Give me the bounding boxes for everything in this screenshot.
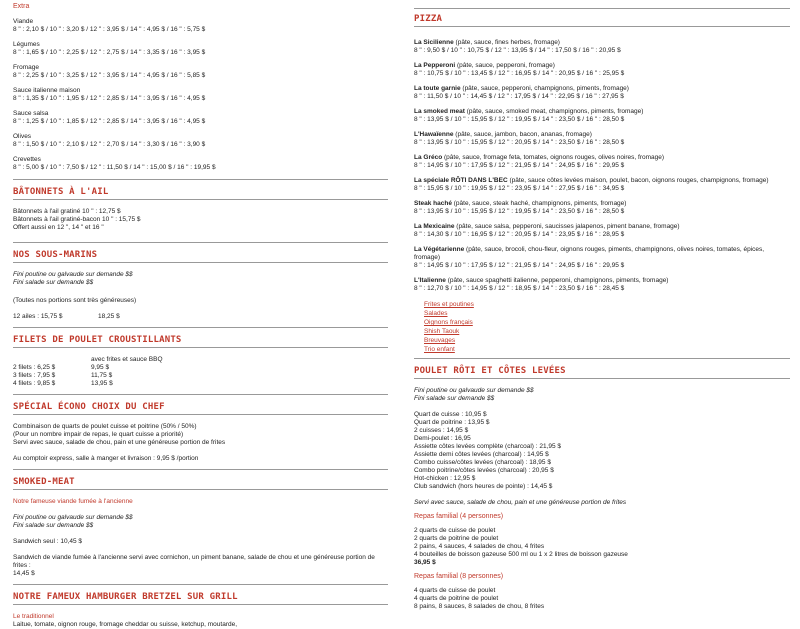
sousmarins-table bbox=[13, 313, 120, 321]
divider bbox=[13, 584, 388, 585]
divider bbox=[13, 327, 388, 328]
smoked-note-2: Fini salade sur demande $$ bbox=[13, 522, 94, 529]
item-prices: 8 " : 2,25 $ / 10 " : 3,25 $ / 12 " : 3,95 $ / 14 " : 4,95 $ / 16 " : 5,85 $ bbox=[13, 72, 206, 79]
poulet-served: Servi avec sauce, salade de chou, pain et une généreuse portion de frites bbox=[414, 499, 627, 506]
batonnets-line-3: Offert aussi en 12 ", 14 " et 16 " bbox=[13, 224, 104, 231]
item-name: Viande bbox=[13, 18, 34, 25]
smoked-title: SMOKED-MEAT bbox=[13, 477, 75, 487]
pizza-name: L'Hawaïenne bbox=[414, 131, 454, 138]
list-item: 2 quarts de poitrine de poulet bbox=[414, 535, 499, 542]
item-name: Sauce salsa bbox=[13, 110, 49, 117]
list-item: Quart de poitrine : 13,95 $ bbox=[414, 419, 490, 426]
list-item: 4 bouteilles de boisson gazeuse 500 ml ou 1 x 2 litres de boisson gazeuse bbox=[414, 551, 628, 558]
list-item bbox=[13, 110, 388, 126]
pizza-line bbox=[414, 131, 790, 139]
list-item: 36,95 $ bbox=[414, 559, 436, 566]
table-cell: 2 filets : 6,25 $ bbox=[13, 364, 56, 371]
list-item: Assiette demi côtes levées (charcoal) : 14,95 $ bbox=[414, 451, 549, 458]
pizza-name: La spéciale RÔTI DANS L'BEC bbox=[414, 177, 508, 184]
pizza-name: La toute garnie bbox=[414, 85, 461, 92]
hamburger-subtitle: Le traditionnel bbox=[13, 613, 54, 620]
pizza-line bbox=[414, 108, 790, 116]
divider bbox=[13, 604, 388, 605]
filets-header: avec frites et sauce BBQ bbox=[91, 356, 163, 363]
pizza-name: L'Italienne bbox=[414, 277, 446, 284]
filets-title: FILETS DE POULET CROUSTILLANTS bbox=[13, 335, 182, 345]
extra-list bbox=[13, 18, 388, 172]
list-item bbox=[414, 62, 790, 78]
list-item: 2 quarts de cuisse de poulet bbox=[414, 527, 496, 534]
list-item bbox=[13, 133, 388, 149]
table-row bbox=[13, 380, 163, 388]
pizza-name: Steak haché bbox=[414, 200, 452, 207]
list-item bbox=[414, 177, 790, 193]
pizza-line bbox=[414, 246, 790, 262]
divider bbox=[13, 414, 388, 415]
divider bbox=[414, 378, 790, 379]
pizza-desc: (pâte, sauce salsa, pepperoni, saucisses jalapenos, piment banane, fromage) bbox=[454, 223, 680, 230]
table-row bbox=[13, 313, 120, 321]
category-link[interactable]: Shish Taouk bbox=[424, 328, 460, 335]
table-row bbox=[13, 364, 163, 372]
familial8-list bbox=[414, 587, 790, 611]
sousmarins-note-3: (Toutes nos portions sont très généreuses) bbox=[13, 297, 137, 304]
list-item: Demi-poulet : 16,95 bbox=[414, 435, 471, 442]
filets-table bbox=[13, 356, 163, 388]
hamburger-title: NOTRE FAMEUX HAMBURGER BRETZEL SUR GRILL bbox=[13, 592, 238, 602]
econo-title: SPÉCIAL ÉCONO CHOIX DU CHEF bbox=[13, 402, 165, 412]
pizza-prices: 8 " : 10,75 $ / 10 " : 13,45 $ / 12 " : 16,95 $ / 14 " : 20,95 $ / 16 " : 25,95 $ bbox=[414, 70, 625, 77]
table-cell: 13,95 $ bbox=[91, 380, 113, 387]
pizza-desc: (pâte, sauce, smoked meat, champignons, piments, fromage) bbox=[464, 108, 644, 115]
pizza-prices: 8 " : 13,95 $ / 10 " : 15,95 $ / 12 " : 19,95 $ / 14 " : 23,50 $ / 16 " : 28,50 $ bbox=[414, 208, 625, 215]
pizza-line bbox=[414, 154, 790, 162]
right-column bbox=[414, 0, 790, 611]
list-item bbox=[13, 41, 388, 57]
pizza-line bbox=[414, 62, 790, 70]
divider bbox=[13, 262, 388, 263]
pizza-prices: 8 " : 15,95 $ / 10 " : 19,95 $ / 12 " : 23,95 $ / 14 " : 27,95 $ / 16 " : 34,95 $ bbox=[414, 185, 625, 192]
item-name: Crevettes bbox=[13, 156, 41, 163]
divider bbox=[13, 394, 388, 395]
list-item: 8 pains, 8 sauces, 8 salades de chou, 8 frites bbox=[414, 603, 545, 610]
list-item: Combo cuisse/côtes levées (charcoal) : 18,95 $ bbox=[414, 459, 551, 466]
item-prices: 8 " : 1,25 $ / 10 " : 1,85 $ / 12 " : 2,85 $ / 14 " : 3,95 $ / 16 " : 4,95 $ bbox=[13, 118, 206, 125]
batonnets-line-2: Bâtonnets à l'ail gratiné-bacon 10 " : 15,75 $ bbox=[13, 216, 141, 223]
pizza-prices: 8 " : 12,70 $ / 10 " : 14,95 $ / 12 " : 18,95 $ / 14 " : 23,50 $ / 16 " : 28,45 $ bbox=[414, 285, 625, 292]
familial8-title: Repas familial (8 personnes) bbox=[414, 573, 504, 580]
item-name: Sauce italienne maison bbox=[13, 87, 81, 94]
pizza-line bbox=[414, 177, 790, 185]
pizza-prices: 8 " : 14,95 $ / 10 " : 17,95 $ / 12 " : 21,95 $ / 14 " : 24,95 $ / 16 " : 29,95 $ bbox=[414, 162, 625, 169]
sousmarins-note-2: Fini salade sur demande $$ bbox=[13, 279, 94, 286]
econo-line-2: (Pour un nombre impair de repas, le quart cuisse a priorité) bbox=[13, 431, 184, 438]
batonnets-title: BÂTONNETS À L'AIL bbox=[13, 187, 109, 197]
list-item: Hot-chicken : 12,95 $ bbox=[414, 475, 476, 482]
table-row bbox=[13, 372, 163, 380]
item-prices: 8 " : 5,00 $ / 10 " : 7,50 $ / 12 " : 11,50 $ / 14 " : 15,00 $ / 16 " : 19,95 $ bbox=[13, 164, 216, 171]
category-link[interactable]: Salades bbox=[424, 310, 448, 317]
table-cell: 3 filets : 7,95 $ bbox=[13, 372, 56, 379]
pizza-line bbox=[414, 85, 790, 93]
pizza-line bbox=[414, 223, 790, 231]
pizza-prices: 8 " : 13,95 $ / 10 " : 15,95 $ / 12 " : 20,95 $ / 14 " : 23,50 $ / 16 " : 28,50 $ bbox=[414, 139, 625, 146]
table-cell: 18,25 $ bbox=[98, 313, 120, 320]
category-link[interactable]: Trio enfant bbox=[424, 346, 455, 353]
pizza-prices: 8 " : 9,50 $ / 10 " : 10,75 $ / 12 " : 13,95 $ / 14 " : 17,50 $ / 16 " : 20,95 $ bbox=[414, 47, 621, 54]
pizza-name: La Sicilienne bbox=[414, 39, 454, 46]
list-item: 2 cuisses : 14,95 $ bbox=[414, 427, 469, 434]
divider bbox=[13, 242, 388, 243]
pizza-desc: (pâte, sauce, fromage feta, tomates, oignons rouges, olives noires, fromage) bbox=[442, 154, 665, 161]
list-item bbox=[414, 223, 790, 239]
list-item bbox=[414, 277, 790, 293]
pizza-list bbox=[414, 39, 790, 293]
pizza-desc: (pâte, sauce, pepperoni, champignons, piments, fromage) bbox=[460, 85, 629, 92]
econo-line-3: Servi avec sauce, salade de chou, pain et une généreuse portion de frites bbox=[13, 439, 226, 446]
item-name: Olives bbox=[13, 133, 32, 140]
pizza-title: PIZZA bbox=[414, 14, 443, 24]
category-link[interactable]: Breuvages bbox=[424, 337, 456, 344]
smoked-price: 14,45 $ bbox=[13, 570, 35, 577]
pizza-name: La Végétarienne bbox=[414, 246, 465, 253]
category-link[interactable]: Frites et poutines bbox=[424, 301, 474, 308]
pizza-desc: (pâte, sauce, jambon, bacon, ananas, fromage) bbox=[453, 131, 592, 138]
smoked-sandwich: Sandwich seul : 10,45 $ bbox=[13, 538, 83, 545]
list-item bbox=[414, 154, 790, 170]
poulet-title: POULET RÔTI ET CÔTES LEVÉES bbox=[414, 366, 566, 376]
table-cell: 4 filets : 9,85 $ bbox=[13, 380, 56, 387]
divider bbox=[414, 358, 790, 359]
list-item bbox=[13, 156, 388, 172]
extra-title: Extra bbox=[13, 3, 30, 10]
table-cell: 12 ailes : 15,75 $ bbox=[13, 313, 63, 320]
divider bbox=[414, 8, 790, 9]
pizza-desc: (pâte, sauce, brocoli, chou-fleur, oignons rouges, piments, champignons, olives noires, tomates, épices, fromage) bbox=[414, 246, 765, 261]
table-cell: 9,95 $ bbox=[91, 364, 110, 371]
item-name: Fromage bbox=[13, 64, 40, 71]
pizza-line bbox=[414, 277, 790, 285]
pizza-desc: (pâte, sauce, fines herbes, fromage) bbox=[453, 39, 560, 46]
pizza-name: La Pepperoni bbox=[414, 62, 456, 69]
pizza-line bbox=[414, 200, 790, 208]
smoked-note-1: Fini poutine ou galvaude sur demande $$ bbox=[13, 514, 133, 521]
pizza-prices: 8 " : 13,95 $ / 10 " : 15,95 $ / 12 " : 19,95 $ / 14 " : 23,50 $ / 16 " : 28,50 $ bbox=[414, 116, 625, 123]
divider bbox=[414, 26, 790, 27]
familial4-title: Repas familial (4 personnes) bbox=[414, 513, 504, 520]
pizza-desc: (pâte, sauce, pepperoni, fromage) bbox=[455, 62, 555, 69]
list-item bbox=[414, 108, 790, 124]
list-item: Assiette côtes levées complète (charcoal) : 21,95 $ bbox=[414, 443, 562, 450]
smoked-description: Sandwich de viande fumée à l'ancienne servi avec cornichon, un piment banane, salade de chou et une généreuse portion de frites : bbox=[13, 554, 375, 569]
list-item bbox=[13, 18, 388, 34]
pizza-line bbox=[414, 39, 790, 47]
econo-line-1: Combinaison de quarts de poulet cuisse et poitrine (50% / 50%) bbox=[13, 423, 197, 430]
batonnets-line-1: Bâtonnets à l'ail gratiné 10 " : 12,75 $ bbox=[13, 208, 121, 215]
divider bbox=[13, 199, 388, 200]
divider bbox=[13, 347, 388, 348]
poulet-note-1: Fini poutine ou galvaude sur demande $$ bbox=[414, 387, 534, 394]
divider bbox=[13, 469, 388, 470]
pizza-name: La smoked meat bbox=[414, 108, 465, 115]
pizza-prices: 8 " : 14,95 $ / 10 " : 17,95 $ / 12 " : 21,95 $ / 14 " : 24,95 $ / 16 " : 29,95 $ bbox=[414, 262, 625, 269]
list-item: Club sandwich (hors heures de pointe) : 14,45 $ bbox=[414, 483, 553, 490]
pizza-prices: 8 " : 11,50 $ / 10 " : 14,45 $ / 12 " : 17,95 $ / 14 " : 22,95 $ / 16 " : 27,95 $ bbox=[414, 93, 624, 100]
divider bbox=[13, 489, 388, 490]
familial4-list bbox=[414, 527, 790, 567]
list-item bbox=[13, 64, 388, 80]
hamburger-line-1: Laitue, tomate, oignon rouge, fromage cheddar ou suisse, ketchup, moutarde, bbox=[13, 621, 238, 628]
list-item: Quart de cuisse : 10,95 $ bbox=[414, 411, 487, 418]
left-column bbox=[13, 0, 388, 629]
item-prices: 8 " : 1,65 $ / 10 " : 2,25 $ / 12 " : 2,75 $ / 14 " : 3,35 $ / 16 " : 3,95 $ bbox=[13, 49, 206, 56]
poulet-note-2: Fini salade sur demande $$ bbox=[414, 395, 495, 402]
list-item bbox=[414, 85, 790, 101]
list-item bbox=[414, 131, 790, 147]
sousmarins-note-1: Fini poutine ou galvaude sur demande $$ bbox=[13, 271, 133, 278]
pizza-name: La Gréco bbox=[414, 154, 443, 161]
table-row bbox=[13, 356, 163, 364]
category-link[interactable]: Oignons français bbox=[424, 319, 473, 326]
list-item: 2 pains, 4 sauces, 4 salades de chou, 4 frites bbox=[414, 543, 545, 550]
item-prices: 8 " : 2,10 $ / 10 " : 3,20 $ / 12 " : 3,95 $ / 14 " : 4,95 $ / 16 " : 5,75 $ bbox=[13, 26, 206, 33]
poulet-list bbox=[414, 411, 790, 491]
item-name: Légumes bbox=[13, 41, 40, 48]
sousmarins-title: NOS SOUS-MARINS bbox=[13, 250, 98, 260]
list-item: 4 quarts de poitrine de poulet bbox=[414, 595, 499, 602]
pizza-prices: 8 " : 14,30 $ / 10 " : 16,95 $ / 12 " : 20,95 $ / 14 " : 23,95 $ / 16 " : 28,95 $ bbox=[414, 231, 625, 238]
pizza-desc: (pâte, sauce côtes levées maison, poulet, bacon, oignons rouges, champignons, fromage) bbox=[507, 177, 769, 184]
category-links bbox=[424, 300, 790, 354]
pizza-name: La Mexicaine bbox=[414, 223, 455, 230]
list-item bbox=[414, 39, 790, 55]
pizza-desc: (pâte, sauce, steak haché, champignons, piments, fromage) bbox=[451, 200, 627, 207]
list-item bbox=[414, 246, 790, 270]
list-item: Combo poitrine/côtes levées (charcoal) : 20,95 $ bbox=[414, 467, 554, 474]
list-item bbox=[414, 200, 790, 216]
smoked-subtitle: Notre fameuse viande fumée à l'ancienne bbox=[13, 498, 133, 505]
table-cell: 11,75 $ bbox=[91, 372, 113, 379]
pizza-desc: (pâte, sauce spaghetti italienne, pepperoni, champignons, piments, fromage) bbox=[445, 277, 669, 284]
econo-line-4: Au comptoir express, salle à manger et livraison : 9,95 $ /portion bbox=[13, 455, 199, 462]
list-item: 4 quarts de cuisse de poulet bbox=[414, 587, 496, 594]
item-prices: 8 " : 1,50 $ / 10 " : 2,10 $ / 12 " : 2,70 $ / 14 " : 3,30 $ / 16 " : 3,90 $ bbox=[13, 141, 206, 148]
divider bbox=[13, 179, 388, 180]
item-prices: 8 " : 1,35 $ / 10 " : 1,95 $ / 12 " : 2,85 $ / 14 " : 3,95 $ / 16 " : 4,95 $ bbox=[13, 95, 206, 102]
list-item bbox=[13, 87, 388, 103]
